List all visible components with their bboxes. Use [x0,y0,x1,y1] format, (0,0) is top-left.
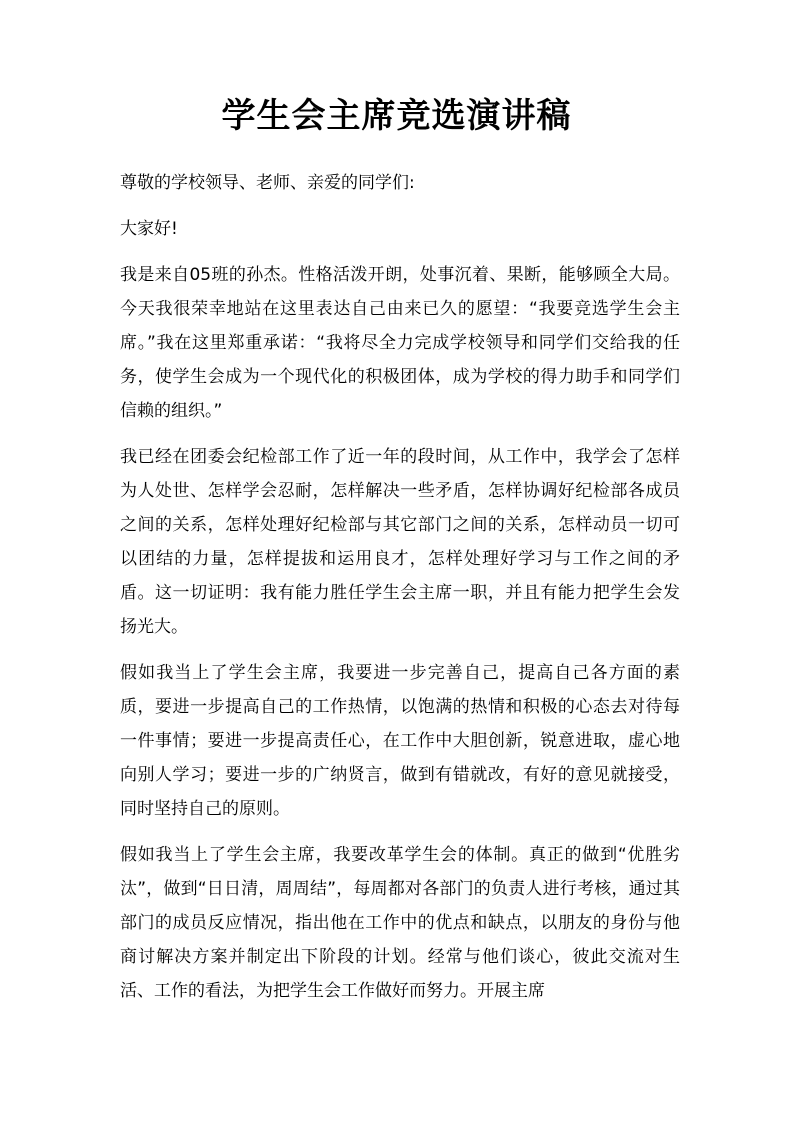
paragraph-self-improvement: 假如我当上了学生会主席，我要进一步完善自己，提高自己各方面的素质，要进一步提高自己的工作热情，以饱满的热情和积极的心态去对待每一件事情；要进一步提高责任心，在工作中大胆创新，锐意进取，虚心地向别人学习；要进一步的广纳贤言，做到有错就改，有好的意见就接受，同时坚持自己的原则。 [120,663,680,819]
paragraph-greeting: 大家好! [120,219,178,239]
document-title: 学生会主席竞选演讲稿 [221,96,572,136]
paragraph-salutation: 尊敬的学校领导、老师、亲爱的同学们: [120,173,415,193]
paragraph-reform: 假如我当上了学生会主席，我要改革学生会的体制。真正的做到“优胜劣汰”，做到“日日清，周周结”，每周都对各部门的负责人进行考核，通过其部门的成员反应情况，指出他在工作中的优点和缺点，以朋友的身份与他商讨解决方案并制定出下阶段的计划。经常与他们谈心，彼此交流对生活、工作的看法，为把学生会工作做好而努力。开展主席 [120,845,680,1001]
paragraph-experience: 我已经在团委会纪检部工作了近一年的段时间，从工作中，我学会了怎样为人处世、怎样学会忍耐，怎样解决一些矛盾，怎样协调好纪检部各成员之间的关系，怎样处理好纪检部与其它部门之间的关系，怎样动员一切可以团结的力量，怎样提拔和运用良才，怎样处理好学习与工作之间的矛盾。这一切证明：我有能力胜任学生会主席一职，并且有能力把学生会发扬光大。 [120,447,680,637]
paragraph-introduction: 我是来自05班的孙杰。性格活泼开朗，处事沉着、果断，能够顾全大局。今天我很荣幸地站在这里表达自己由来已久的愿望：“我要竞选学生会主席。”我在这里郑重承诺：“我将尽全力完成学校领导和同学们交给我的任务，使学生会成为一个现代化的积极团体，成为学校的得力助手和同学们信赖的组织。” [120,265,680,421]
document-body [120,166,680,1020]
